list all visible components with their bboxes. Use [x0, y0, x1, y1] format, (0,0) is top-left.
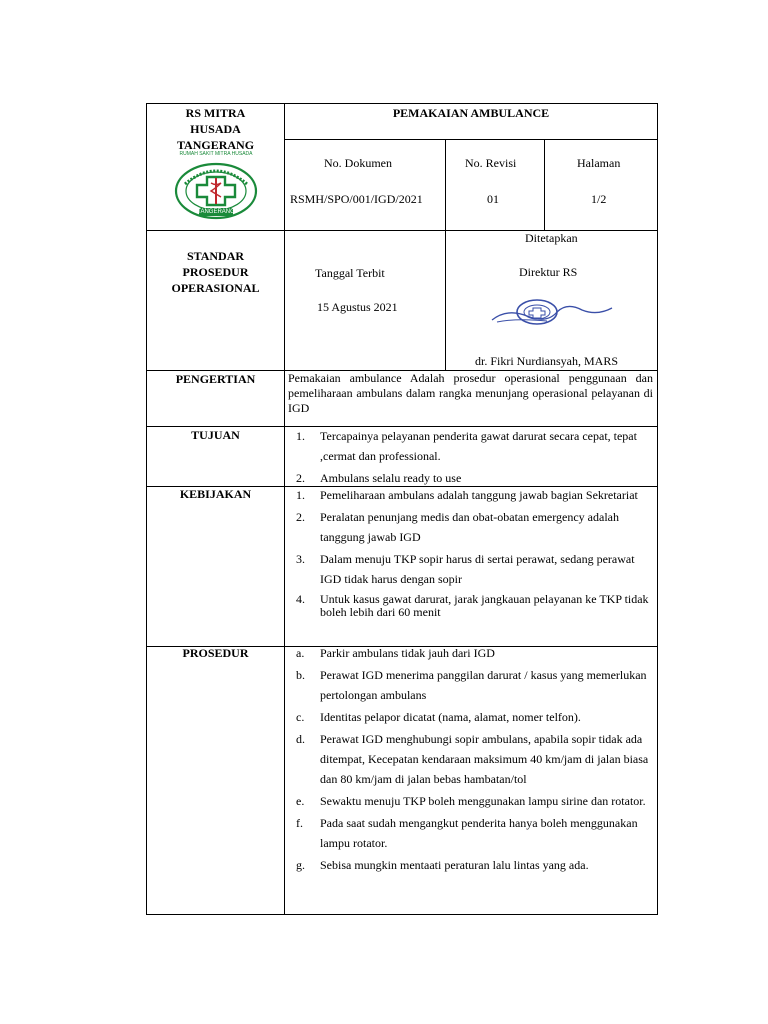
- spo-label: [147, 248, 284, 296]
- list-item: [288, 813, 654, 853]
- hospital-name-line: RS MITRA: [185, 106, 246, 120]
- list-item: [288, 665, 654, 705]
- hospital-name-line: TANGERANG: [176, 138, 255, 152]
- spo-label-line: OPERASIONAL: [171, 281, 260, 295]
- list-text: Dalam menuju TKP sopir harus di sertai perawat, sedang perawat IGD tidak harus dengan sopir: [320, 552, 635, 586]
- list-text: Untuk kasus gawat darurat, jarak jangkauan pelayanan ke TKP tidak boleh lebih dari 60 menit: [320, 592, 649, 619]
- list-text: Peralatan penunjang medis dan obat-obatan emergency adalah tanggung jawab IGD: [320, 510, 619, 544]
- list-text: Pada saat sudah mengangkut penderita hanya boleh menggunakan lampu rotator.: [320, 816, 638, 850]
- list-text: Ambulans selalu ready to use: [320, 471, 462, 485]
- ditetapkan-label: Ditetapkan: [525, 231, 578, 245]
- pengertian-label: PENGERTIAN: [175, 372, 256, 386]
- list-text: Sewaktu menuju TKP boleh menggunakan lampu sirine dan rotator.: [320, 794, 646, 808]
- list-number: a.: [296, 646, 305, 660]
- hospital-stamp-icon: [487, 294, 617, 334]
- list-text: Tercapainya pelayanan penderita gawat darurat secara cepat, tepat ,cermat dan professional.: [320, 429, 637, 463]
- tanggal-terbit-label: Tanggal Terbit: [315, 266, 385, 280]
- no-revisi-label: No. Revisi: [465, 156, 517, 170]
- list-number: 2.: [296, 510, 305, 524]
- divider: [284, 139, 658, 140]
- list-number: f.: [296, 816, 303, 830]
- divider: [544, 139, 545, 230]
- list-number: g.: [296, 858, 305, 872]
- logo-text-top: RUMAH SAKIT MITRA HUSADA: [179, 151, 253, 157]
- hospital-name-line: HUSADA: [190, 122, 241, 136]
- logo-text: TANGERANG: [197, 209, 235, 215]
- hospital-name: [147, 104, 284, 153]
- no-revisi-value: 01: [487, 192, 499, 206]
- spo-label-line: PROSEDUR: [182, 265, 249, 279]
- prosedur-list: [288, 643, 654, 877]
- tanggal-terbit-value: 15 Agustus 2021: [317, 300, 398, 314]
- list-item: [288, 591, 654, 619]
- kebijakan-list: [288, 485, 654, 621]
- list-text: Identitas pelapor dicatat (nama, alamat, nomer telfon).: [320, 710, 581, 724]
- kebijakan-label: KEBIJAKAN: [179, 487, 252, 501]
- list-item: [288, 855, 654, 875]
- prosedur-label: PROSEDUR: [182, 646, 249, 660]
- list-item: [288, 426, 654, 466]
- list-item: [288, 549, 654, 589]
- list-number: b.: [296, 668, 305, 682]
- list-item: [288, 791, 654, 811]
- list-number: d.: [296, 732, 305, 746]
- list-number: e.: [296, 794, 305, 808]
- list-item: [288, 729, 654, 789]
- hospital-logo: [173, 151, 259, 220]
- tujuan-label: TUJUAN: [191, 428, 240, 442]
- list-number: 1.: [296, 488, 305, 502]
- list-item: [288, 485, 654, 505]
- list-text: Perawat IGD menerima panggilan darurat / kasus yang memerlukan pertolongan ambulans: [320, 668, 647, 702]
- list-number: 3.: [296, 552, 305, 566]
- list-item: [288, 507, 654, 547]
- pengertian-text: Pemakaian ambulance Adalah prosedur operasional penggunaan dan pemeliharaan ambulans dalam rangka menunjang operasional pelayanan di IGD: [288, 371, 653, 415]
- list-text: Perawat IGD menghubungi sopir ambulans, apabila sopir tidak ada ditempat, Kecepatan kendaraan maksimum 40 km/jam di jalan biasa dan 80 km/jam di jalan bebas hambatan/tol: [320, 732, 649, 786]
- list-text: Parkir ambulans tidak jauh dari IGD: [320, 646, 495, 660]
- list-number: c.: [296, 710, 305, 724]
- halaman-label: Halaman: [577, 156, 621, 170]
- list-text: Sebisa mungkin mentaati peraturan lalu lintas yang ada.: [320, 858, 589, 872]
- spo-label-line: STANDAR: [186, 249, 245, 263]
- no-dokumen-value: RSMH/SPO/001/IGD/2021: [290, 192, 423, 206]
- direktur-label: Direktur RS: [519, 265, 578, 279]
- divider: [284, 104, 285, 915]
- sop-document: [146, 103, 658, 915]
- list-item: [288, 707, 654, 727]
- list-text: Pemeliharaan ambulans adalah tanggung jawab bagian Sekretariat: [320, 488, 638, 502]
- divider: [147, 230, 658, 231]
- divider: [445, 139, 446, 370]
- list-item: [288, 643, 654, 663]
- list-number: 4.: [296, 592, 305, 606]
- director-signature-stamp: [487, 294, 617, 334]
- list-number: 2.: [296, 471, 305, 485]
- halaman-value: 1/2: [591, 192, 607, 206]
- document-title: PEMAKAIAN AMBULANCE: [392, 106, 550, 120]
- no-dokumen-label: No. Dokumen: [324, 156, 392, 170]
- list-number: 1.: [296, 429, 305, 443]
- tujuan-list: [288, 426, 654, 490]
- signatory-name: dr. Fikri Nurdiansyah, MARS: [475, 354, 619, 368]
